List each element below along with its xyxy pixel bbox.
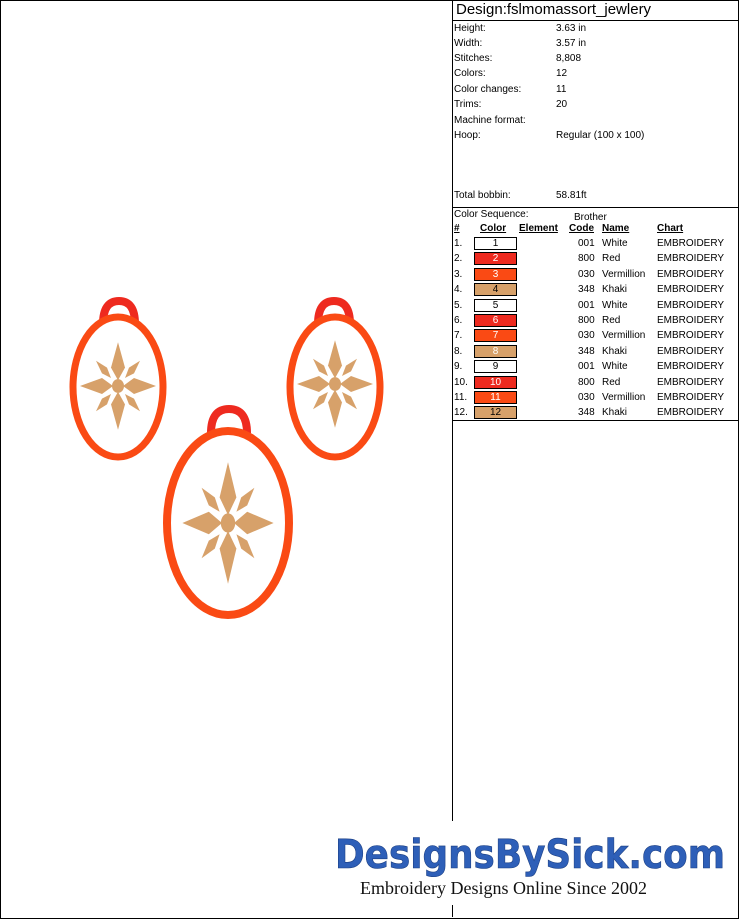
- thread-name: Red: [602, 315, 621, 326]
- color-row: [453, 405, 738, 420]
- color-row: [453, 390, 738, 405]
- color-swatch: 12: [474, 406, 517, 419]
- color-row: [453, 375, 738, 390]
- row-number: 1.: [454, 238, 463, 249]
- thread-name: White: [602, 299, 628, 311]
- thread-code: 800: [578, 376, 595, 388]
- thread-chart: EMBROIDERY: [657, 407, 725, 419]
- thread-chart: EMBROIDERY: [657, 330, 725, 342]
- bottom-tick: [452, 905, 453, 917]
- thread-name: Vermillion: [602, 330, 646, 342]
- property-hoop: Hoop: Regular (100 x 100): [454, 130, 645, 141]
- color-swatch: 6: [474, 314, 517, 327]
- ornament-center: [167, 409, 289, 615]
- color-swatch: 7: [474, 329, 517, 342]
- header-code: Code: [569, 223, 594, 234]
- header-num: #: [454, 223, 460, 234]
- design-properties: [453, 21, 738, 208]
- thread-code: 001: [578, 299, 595, 311]
- color-row: [453, 328, 738, 343]
- color-row: [453, 298, 738, 313]
- color-swatch: 3: [474, 268, 517, 281]
- thread-chart: EMBROIDERY: [657, 392, 725, 403]
- design-title: Design:fslmomassort_jewlery: [453, 1, 738, 21]
- property-color-changes: Color changes: 11: [454, 84, 567, 95]
- info-panel: [453, 1, 738, 421]
- row-number: 5.: [454, 299, 463, 311]
- property-total-bobbin: Total bobbin: 58.81ft: [454, 190, 587, 201]
- color-swatch: 4: [474, 283, 517, 296]
- thread-chart: EMBROIDERY: [657, 376, 725, 388]
- thread-code: 030: [578, 268, 595, 280]
- thread-code: 001: [578, 361, 595, 373]
- thread-chart: EMBROIDERY: [657, 238, 725, 249]
- row-number: 11.: [454, 392, 468, 403]
- color-sequence-label: Color Sequence:: [454, 209, 529, 220]
- color-swatch: 1: [474, 237, 517, 250]
- thread-name: Khaki: [602, 407, 628, 419]
- thread-chart: EMBROIDERY: [657, 299, 725, 311]
- thread-chart: EMBROIDERY: [657, 345, 725, 357]
- thread-name: Vermillion: [602, 392, 646, 403]
- row-number: 7.: [454, 330, 463, 342]
- thread-name: Vermillion: [602, 268, 646, 280]
- color-row: [453, 359, 738, 374]
- row-number: 8.: [454, 345, 463, 357]
- thread-code: 800: [578, 253, 595, 265]
- color-row: [453, 251, 738, 266]
- thread-brand: Brother: [574, 212, 607, 223]
- header-chart: Chart: [657, 223, 684, 234]
- ornament-left: [73, 301, 163, 457]
- thread-chart: EMBROIDERY: [657, 268, 725, 280]
- logo-text: DesignsBySick.com: [335, 832, 725, 878]
- thread-name: Red: [602, 253, 621, 265]
- property-machine-format: Machine format:: [454, 115, 526, 126]
- color-swatch: 2: [474, 252, 517, 265]
- row-number: 4.: [454, 284, 463, 296]
- thread-chart: EMBROIDERY: [657, 284, 725, 296]
- thread-code: 348: [578, 345, 595, 357]
- color-swatch: 11: [474, 391, 517, 404]
- header-name: Name: [602, 223, 630, 234]
- property-colors: Colors: 12: [454, 68, 568, 79]
- property-height: Height: 3.63 in: [454, 23, 587, 34]
- thread-name: White: [602, 361, 628, 373]
- ornament-right: [290, 301, 380, 457]
- row-number: 12.: [454, 407, 468, 419]
- row-number: 9.: [454, 361, 463, 373]
- thread-name: Khaki: [602, 345, 628, 357]
- color-sequence: [453, 208, 738, 421]
- color-row: [453, 344, 738, 359]
- row-number: 2.: [454, 253, 463, 265]
- thread-chart: EMBROIDERY: [657, 361, 725, 373]
- color-swatch: 9: [474, 360, 517, 373]
- thread-chart: EMBROIDERY: [657, 253, 725, 265]
- header-color: Color: [480, 223, 507, 234]
- color-row: [453, 313, 738, 328]
- color-row: [453, 267, 738, 282]
- color-swatch: 10: [474, 376, 517, 389]
- thread-code: 348: [578, 284, 595, 296]
- design-artwork: [1, 1, 452, 821]
- thread-code: 030: [578, 330, 595, 342]
- color-swatch: 5: [474, 299, 517, 312]
- logo-tagline: Embroidery Designs Online Since 2002: [360, 878, 647, 898]
- property-width: Width: 3.57 in: [454, 38, 587, 49]
- thread-name: Khaki: [602, 284, 628, 296]
- row-number: 6.: [454, 315, 463, 326]
- color-row: [453, 282, 738, 297]
- thread-code: 348: [578, 407, 595, 419]
- design-preview: [1, 1, 452, 821]
- property-stitches: Stitches: 8,808: [454, 53, 582, 64]
- thread-name: White: [602, 238, 628, 249]
- row-number: 10.: [454, 376, 468, 388]
- property-trims: Trims: 20: [454, 99, 568, 110]
- header-element: Element: [519, 223, 558, 234]
- color-swatch: 8: [474, 345, 517, 358]
- thread-code: 800: [578, 315, 595, 326]
- thread-code: 001: [578, 238, 595, 249]
- logo-wordmark: [332, 826, 728, 878]
- thread-code: 030: [578, 392, 595, 403]
- row-number: 3.: [454, 268, 463, 280]
- brand-logo: [332, 826, 728, 906]
- color-row: [453, 236, 738, 251]
- thread-name: Red: [602, 376, 621, 388]
- thread-chart: EMBROIDERY: [657, 315, 725, 326]
